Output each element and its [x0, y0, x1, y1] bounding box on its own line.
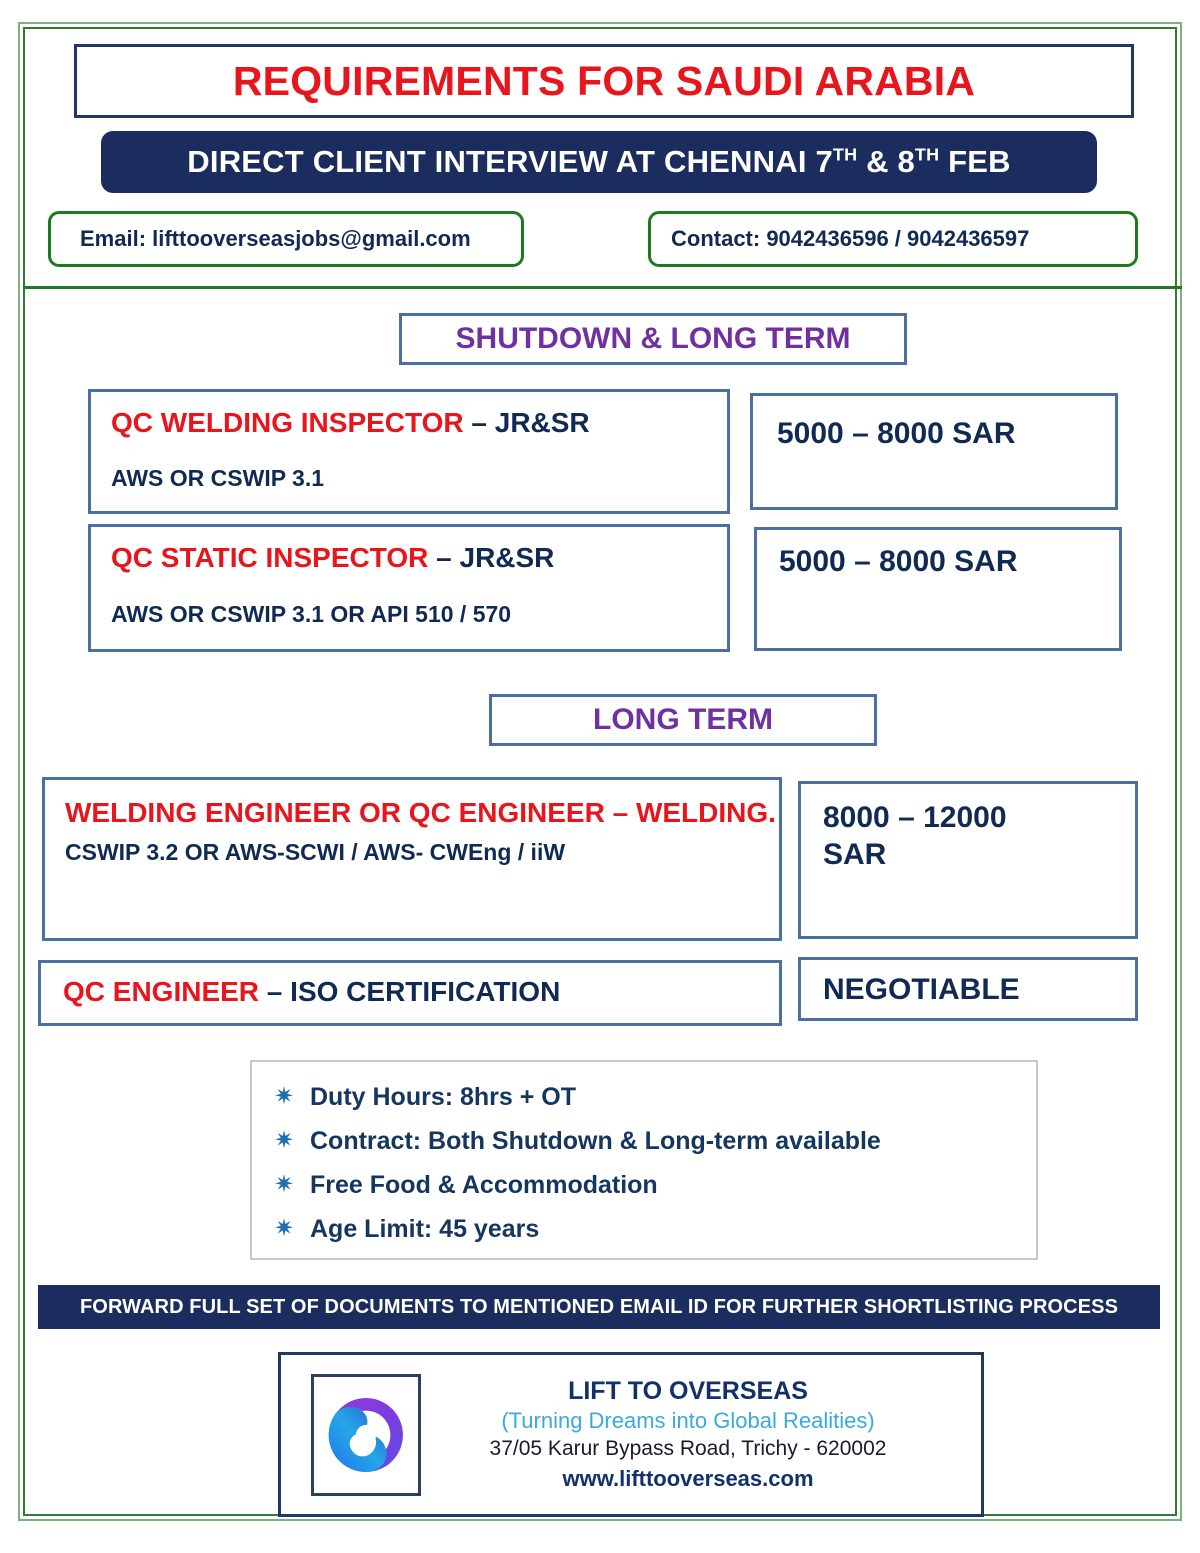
list-item — [274, 1124, 1036, 1158]
company-tagline: (Turning Dreams into Global Realities) — [501, 1407, 875, 1433]
salary-welding-engineer — [798, 781, 1138, 939]
contact-text: Contact: 9042436596 / 9042436597 — [671, 226, 1030, 251]
benefit-label: Contract: Both Shutdown & Long-term available — [310, 1126, 881, 1155]
sunburst-bullet-icon: ✷ — [274, 1171, 295, 1198]
salary-qc-engineer-value: NEGOTIABLE — [823, 973, 1020, 1006]
job-cert-welding-inspector: AWS OR CSWIP 3.1 — [111, 465, 325, 492]
job-role-main: QC STATIC INSPECTOR — [111, 542, 437, 573]
benefit-label: Free Food & Accommodation — [310, 1170, 658, 1199]
salary-welding-engineer-line2: SAR — [823, 837, 887, 871]
banner-prefix: DIRECT CLIENT INTERVIEW AT CHENNAI 7 — [187, 144, 833, 179]
benefit-label: Duty Hours: 8hrs + OT — [310, 1082, 577, 1111]
sunburst-bullet-icon: ✷ — [274, 1127, 295, 1154]
salary-static-inspector-value: 5000 – 8000 SAR — [779, 545, 1018, 578]
section-heading-longterm — [489, 694, 877, 746]
section-heading-shutdown — [399, 313, 907, 365]
banner-sup-first: TH — [832, 144, 858, 165]
salary-welding-inspector-value: 5000 – 8000 SAR — [777, 417, 1016, 450]
job-role-grade: – JR&SR — [436, 542, 555, 573]
contact-pill[interactable] — [648, 211, 1138, 267]
benefit-label: Age Limit: 45 years — [310, 1214, 540, 1243]
company-name: LIFT TO OVERSEAS — [568, 1376, 808, 1405]
email-text: Email: lifttooverseasjobs@gmail.com — [80, 226, 471, 251]
list-item — [274, 1168, 1036, 1202]
list-item — [274, 1080, 1036, 1114]
job-row-welding-inspector — [88, 389, 730, 514]
job-role-suffix: – ISO CERTIFICATION — [259, 976, 561, 1007]
job-role-welding-inspector — [111, 406, 727, 439]
job-row-qc-engineer — [38, 960, 782, 1026]
sunburst-bullet-icon: ✷ — [274, 1083, 295, 1110]
lift-to-overseas-logo-icon — [324, 1393, 408, 1477]
section-heading-longterm-label: LONG TERM — [593, 703, 773, 736]
instruction-strip — [38, 1285, 1160, 1329]
banner-sup-second: TH — [914, 144, 940, 165]
salary-static-inspector — [754, 527, 1122, 651]
job-role-grade: – JR&SR — [471, 407, 590, 438]
job-role-qc-engineer — [63, 975, 779, 1008]
job-role-main: QC WELDING INSPECTOR — [111, 407, 472, 438]
header-divider — [23, 286, 1182, 289]
logo-frame — [311, 1374, 421, 1496]
email-pill[interactable] — [48, 211, 524, 267]
list-item — [274, 1212, 1036, 1246]
banner-mid: & 8 — [857, 144, 915, 179]
job-role-main: QC ENGINEER — [63, 976, 260, 1007]
interview-banner — [101, 131, 1097, 193]
job-cert-static-inspector: AWS OR CSWIP 3.1 OR API 510 / 570 — [111, 601, 512, 628]
company-address: 37/05 Karur Bypass Road, Trichy - 620002 — [489, 1437, 887, 1461]
instruction-strip-text: FORWARD FULL SET OF DOCUMENTS TO MENTIONED EMAIL ID FOR FURTHER SHORTLISTING PROCESS — [79, 1295, 1119, 1318]
section-heading-shutdown-label: SHUTDOWN & LONG TERM — [455, 322, 851, 355]
banner-suffix: FEB — [939, 144, 1011, 179]
job-role-static-inspector — [111, 541, 727, 574]
page-title-box — [74, 44, 1134, 118]
job-cert-welding-engineer: CSWIP 3.2 OR AWS-SCWI / AWS- CWEng / iiW — [65, 839, 566, 866]
job-role-welding-engineer: WELDING ENGINEER OR QC ENGINEER – WELDING. — [65, 797, 776, 828]
page-title: REQUIREMENTS FOR SAUDI ARABIA — [232, 57, 976, 104]
interview-banner-text — [187, 144, 1010, 180]
job-row-welding-engineer — [42, 777, 782, 941]
company-info — [421, 1376, 981, 1494]
sunburst-bullet-icon: ✷ — [274, 1215, 295, 1242]
company-card — [278, 1352, 984, 1517]
benefits-panel — [250, 1060, 1038, 1260]
salary-qc-engineer — [798, 957, 1138, 1021]
company-website[interactable]: www.lifttooverseas.com — [562, 1465, 814, 1491]
job-row-static-inspector — [88, 524, 730, 652]
salary-welding-inspector — [750, 393, 1118, 510]
salary-welding-engineer-line1: 8000 – 12000 — [823, 801, 1007, 834]
